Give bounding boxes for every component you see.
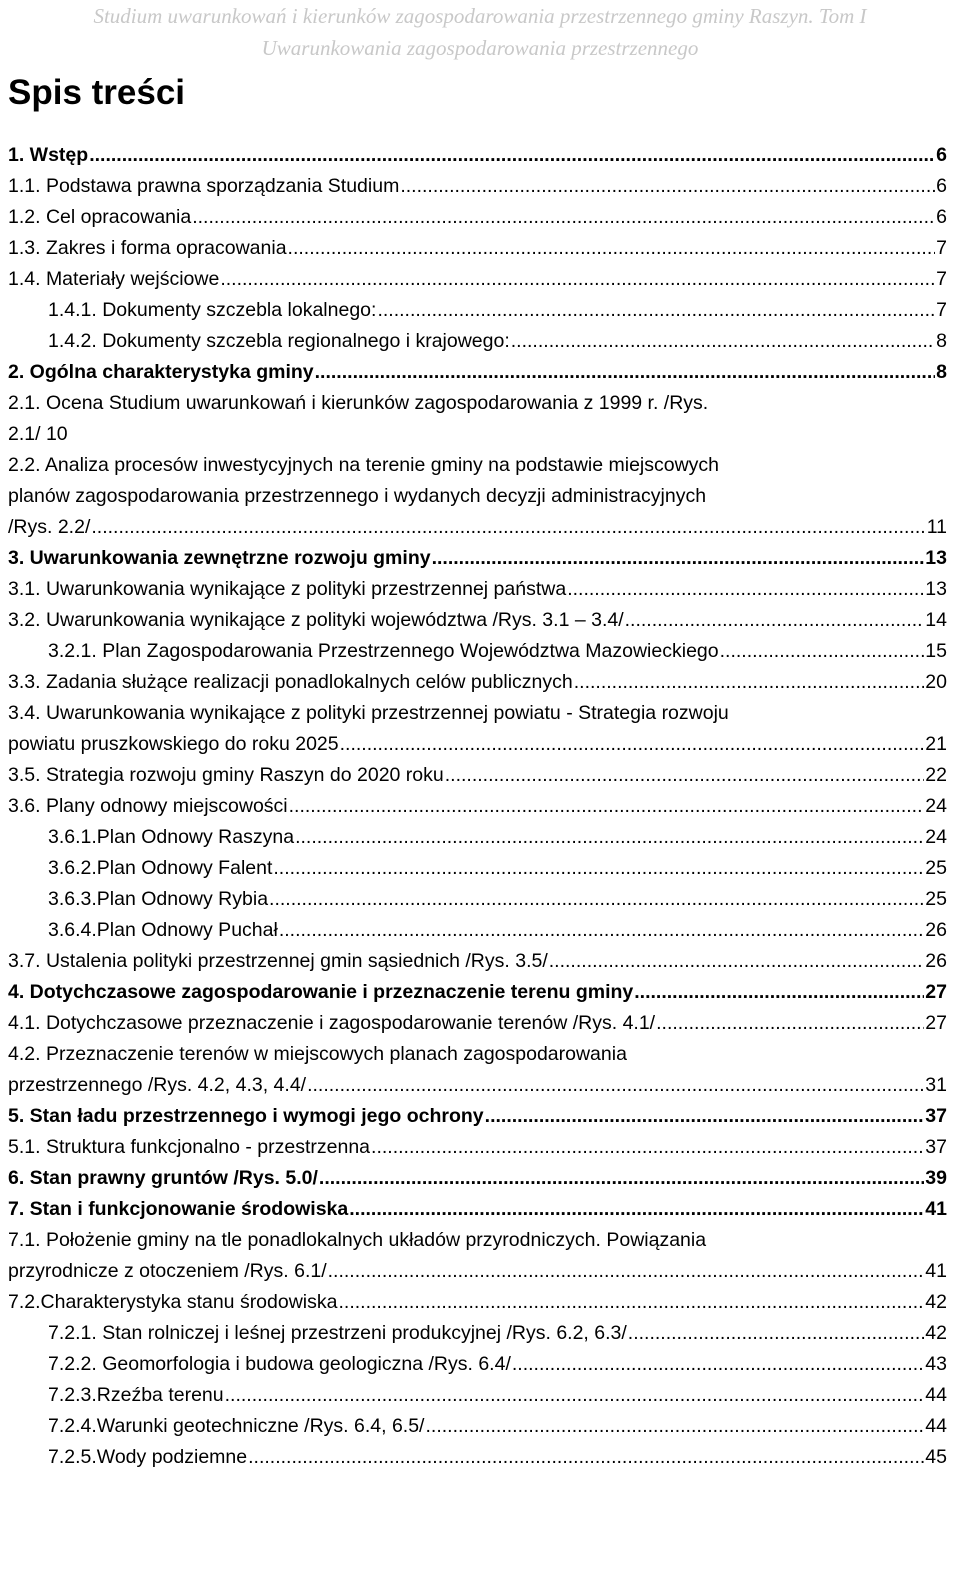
toc-entry-title: 7.1. Położenie gminy na tle ponadlokalnych układów przyrodniczych. Powiązania: [8, 1229, 707, 1251]
dot-leader: [371, 1134, 924, 1154]
toc-entry[interactable]: [8, 1225, 947, 1287]
toc-page-number: 26: [925, 950, 947, 972]
dot-leader: [445, 762, 925, 782]
toc-entry[interactable]: [8, 202, 947, 233]
toc-entry[interactable]: [8, 791, 947, 822]
toc-entry-title: 7.2.4.Warunki geotechniczne /Rys. 6.4, 6.5/: [48, 1415, 425, 1437]
dot-leader: [634, 979, 924, 999]
dot-leader: [295, 824, 924, 844]
dot-leader: [511, 328, 935, 348]
toc-entry[interactable]: [8, 884, 947, 915]
dot-leader: [248, 1444, 924, 1464]
toc-entry-title: 4.2. Przeznaczenie terenów w miejscowych planach zagospodarowania: [8, 1043, 627, 1065]
toc-entry[interactable]: [8, 1039, 947, 1101]
dot-leader: [192, 204, 935, 224]
toc-entry-title: 3. Uwarunkowania zewnętrzne rozwoju gminy: [8, 547, 431, 569]
toc-entry-title-continued: powiatu pruszkowskiego do roku 2025: [8, 733, 339, 755]
dot-leader: [400, 173, 935, 193]
toc-entry-title: 3.6.1.Plan Odnowy Raszyna: [48, 826, 295, 848]
dot-leader: [319, 1165, 924, 1185]
dot-leader: [349, 1196, 924, 1216]
toc-entry[interactable]: [8, 946, 947, 977]
toc-entry-title: 7.2.5.Wody podziemne: [48, 1446, 248, 1468]
toc-page-number: 44: [925, 1384, 947, 1406]
dot-leader: [338, 1289, 924, 1309]
toc-page-number: 22: [925, 764, 947, 786]
toc-entry-title: 2.1. Ocena Studium uwarunkowań i kierunków zagospodarowania z 1999 r. /Rys.: [8, 392, 709, 414]
dot-leader: [288, 235, 936, 255]
toc-entry[interactable]: [8, 1349, 947, 1380]
table-of-contents: [8, 140, 947, 1473]
toc-entry-title: 3.3. Zadania służące realizacji ponadlokalnych celów publicznych: [8, 671, 573, 693]
toc-entry-title: 1. Wstęp: [8, 144, 89, 166]
toc-page-number: 11: [926, 516, 947, 538]
dot-leader: [315, 359, 936, 379]
dot-leader: [279, 917, 924, 937]
toc-page-number: 39: [925, 1167, 947, 1189]
dot-leader: [432, 545, 925, 565]
dot-leader: [625, 607, 925, 627]
toc-entry-title: 3.6. Plany odnowy miejscowości: [8, 795, 288, 817]
toc-entry[interactable]: [8, 1163, 947, 1194]
toc-entry-title: 3.7. Ustalenia polityki przestrzennej gmin sąsiednich /Rys. 3.5/: [8, 950, 548, 972]
toc-title: Spis treści: [8, 73, 186, 112]
toc-entry-title: 1.4.1. Dokumenty szczebla lokalnego:: [48, 299, 377, 321]
toc-page-number: 25: [925, 888, 947, 910]
toc-entry[interactable]: [8, 1132, 947, 1163]
toc-entry-title: 1.2. Cel opracowania: [8, 206, 192, 228]
toc-page-number: 37: [925, 1105, 947, 1127]
toc-entry-title: 7.2.3.Rzeźba terenu: [48, 1384, 224, 1406]
toc-page-number: 45: [925, 1446, 947, 1468]
toc-page-number: 7: [936, 237, 947, 259]
toc-entry[interactable]: [8, 543, 947, 574]
toc-page-number: 42: [925, 1291, 947, 1313]
toc-entry[interactable]: [8, 1194, 947, 1225]
toc-page-number: 43: [925, 1353, 947, 1375]
toc-entry[interactable]: [8, 233, 947, 264]
toc-page-number: 15: [925, 640, 947, 662]
toc-page-number: 44: [925, 1415, 947, 1437]
toc-entry[interactable]: [8, 667, 947, 698]
toc-entry-title: 4.1. Dotychczasowe przeznaczenie i zagospodarowanie terenów /Rys. 4.1/: [8, 1012, 656, 1034]
dot-leader: [574, 669, 925, 689]
toc-page-number: 6: [936, 144, 947, 166]
toc-page-number: 24: [925, 826, 947, 848]
toc-entry-title: 2. Ogólna charakterystyka gminy: [8, 361, 314, 383]
dot-leader: [289, 793, 925, 813]
toc-entry-title: 6. Stan prawny gruntów /Rys. 5.0/: [8, 1167, 318, 1189]
toc-entry-title: 3.4. Uwarunkowania wynikające z polityki przestrzennej powiatu - Strategia rozwoju: [8, 702, 729, 724]
toc-entry-title: 3.2.1. Plan Zagospodarowania Przestrzennego Województwa Mazowieckiego: [48, 640, 719, 662]
toc-page-number: 20: [925, 671, 947, 693]
toc-entry-title-continued: przestrzennego /Rys. 4.2, 4.3, 4.4/: [8, 1074, 307, 1096]
toc-entry-title: 7. Stan i funkcjonowanie środowiska: [8, 1198, 349, 1220]
dot-leader: [549, 948, 925, 968]
toc-entry-title: 3.6.2.Plan Odnowy Falent: [48, 857, 273, 879]
toc-entry-title: 3.2. Uwarunkowania wynikające z polityki województwa /Rys. 3.1 – 3.4/: [8, 609, 624, 631]
toc-page-number: 41: [925, 1260, 947, 1282]
toc-entry[interactable]: [8, 1380, 947, 1411]
dot-leader: [377, 297, 935, 317]
toc-entry-title: 3.6.4.Plan Odnowy Puchał: [48, 919, 278, 941]
dot-leader: [269, 886, 924, 906]
toc-page-number: 21: [925, 733, 947, 755]
toc-page-number: 14: [925, 609, 947, 631]
toc-entry[interactable]: [8, 1442, 947, 1473]
toc-entry[interactable]: [8, 171, 947, 202]
dot-leader: [91, 514, 925, 534]
toc-entry-title: 1.4. Materiały wejściowe: [8, 268, 220, 290]
dot-leader: [89, 142, 935, 162]
toc-entry[interactable]: [8, 822, 947, 853]
dot-leader: [512, 1351, 924, 1371]
toc-page-number: 37: [925, 1136, 947, 1158]
toc-entry-title-continued: planów zagospodarowania przestrzennego i wydanych decyzji administracyjnych: [8, 485, 707, 507]
toc-page-number: 8: [936, 330, 947, 352]
dot-leader: [485, 1103, 925, 1123]
toc-entry[interactable]: [8, 140, 947, 171]
toc-entry-title-continued: 2.1/ 10: [8, 423, 68, 445]
toc-page-number: 31: [925, 1074, 947, 1096]
dot-leader: [220, 266, 935, 286]
toc-entry[interactable]: [8, 915, 947, 946]
toc-entry-title-continued: przyrodnicze z otoczeniem /Rys. 6.1/: [8, 1260, 327, 1282]
toc-entry[interactable]: [8, 977, 947, 1008]
toc-page-number: 6: [936, 175, 947, 197]
toc-entry-title: 7.2.2. Geomorfologia i budowa geologiczna /Rys. 6.4/: [48, 1353, 511, 1375]
toc-page-number: 8: [936, 361, 947, 383]
toc-entry-title: 3.5. Strategia rozwoju gminy Raszyn do 2020 roku: [8, 764, 444, 786]
toc-entry[interactable]: [8, 326, 947, 357]
dot-leader: [567, 576, 924, 596]
toc-entry-title-continued: /Rys. 2.2/: [8, 516, 91, 538]
toc-page-number: 27: [925, 981, 947, 1003]
toc-page-number: 13: [925, 547, 947, 569]
toc-entry[interactable]: [8, 1287, 947, 1318]
toc-entry[interactable]: [8, 1411, 947, 1442]
toc-entry[interactable]: [8, 760, 947, 791]
dot-leader: [656, 1010, 924, 1030]
toc-entry[interactable]: [8, 636, 947, 667]
dot-leader: [628, 1320, 925, 1340]
toc-page-number: 7: [936, 268, 947, 290]
dot-leader: [273, 855, 924, 875]
toc-entry[interactable]: [8, 1101, 947, 1132]
dot-leader: [340, 731, 925, 751]
toc-entry[interactable]: [8, 605, 947, 636]
running-header: [0, 0, 960, 64]
toc-page-number: 41: [925, 1198, 947, 1220]
toc-entry[interactable]: [8, 295, 947, 326]
toc-entry-title: 1.4.2. Dokumenty szczebla regionalnego i krajowego:: [48, 330, 510, 352]
toc-entry[interactable]: [8, 574, 947, 605]
toc-entry[interactable]: [8, 264, 947, 295]
toc-entry[interactable]: [8, 1318, 947, 1349]
toc-page-number: 7: [936, 299, 947, 321]
toc-entry-title: 3.1. Uwarunkowania wynikające z polityki przestrzennej państwa: [8, 578, 567, 600]
toc-page-number: 27: [925, 1012, 947, 1034]
toc-entry-title: 7.2.Charakterystyka stanu środowiska: [8, 1291, 338, 1313]
dot-leader: [225, 1382, 925, 1402]
toc-entry-title: 5.1. Struktura funkcjonalno - przestrzenna: [8, 1136, 371, 1158]
header-line-2: Uwarunkowania zagospodarowania przestrzennego: [261, 36, 699, 60]
toc-entry[interactable]: [8, 388, 947, 450]
toc-entry-title: 5. Stan ładu przestrzennego i wymogi jego ochrony: [8, 1105, 484, 1127]
toc-entry[interactable]: [8, 450, 947, 543]
toc-page-number: 13: [925, 578, 947, 600]
dot-leader: [307, 1072, 924, 1092]
toc-entry-title: 3.6.3.Plan Odnowy Rybia: [48, 888, 269, 910]
toc-page-number: 25: [925, 857, 947, 879]
toc-page-number: 26: [925, 919, 947, 941]
toc-entry[interactable]: [8, 853, 947, 884]
dot-leader: [328, 1258, 925, 1278]
toc-entry[interactable]: [8, 357, 947, 388]
header-line-1: Studium uwarunkowań i kierunków zagospodarowania przestrzennego gminy Raszyn. Tom I: [93, 4, 867, 28]
dot-leader: [425, 1413, 924, 1433]
toc-entry[interactable]: [8, 1008, 947, 1039]
toc-entry-title: 1.1. Podstawa prawna sporządzania Studium: [8, 175, 400, 197]
toc-page-number: 6: [936, 206, 947, 228]
dot-leader: [720, 638, 925, 658]
toc-entry-title: 7.2.1. Stan rolniczej i leśnej przestrzeni produkcyjnej /Rys. 6.2, 6.3/: [48, 1322, 627, 1344]
toc-entry[interactable]: [8, 698, 947, 760]
toc-page-number: 42: [925, 1322, 947, 1344]
toc-entry-title: 4. Dotychczasowe zagospodarowanie i przeznaczenie terenu gminy: [8, 981, 634, 1003]
toc-page-number: 24: [925, 795, 947, 817]
toc-entry-title: 1.3. Zakres i forma opracowania: [8, 237, 287, 259]
toc-entry-title: 2.2. Analiza procesów inwestycyjnych na terenie gminy na podstawie miejscowych: [8, 454, 720, 476]
